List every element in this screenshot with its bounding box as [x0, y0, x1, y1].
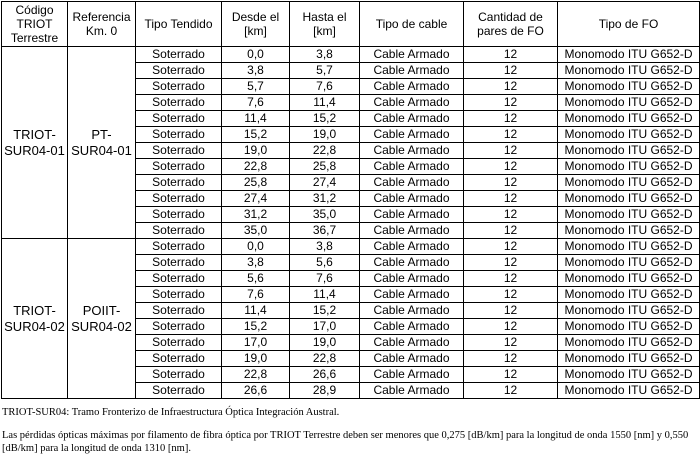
cell-tipo-tendido: Soterrado: [136, 111, 222, 127]
cell-hasta: 35,0: [290, 207, 360, 223]
cell-pares: 12: [464, 255, 558, 271]
header-desde: Desde el [km]: [222, 2, 290, 47]
cell-tipo-cable: Cable Armado: [360, 127, 464, 143]
cell-tipo-cable: Cable Armado: [360, 143, 464, 159]
cell-tipo-tendido: Soterrado: [136, 175, 222, 191]
cell-hasta: 7,6: [290, 271, 360, 287]
cell-tipo-cable: Cable Armado: [360, 319, 464, 335]
cell-pares: 12: [464, 271, 558, 287]
cell-tipo-tendido: Soterrado: [136, 303, 222, 319]
cell-tipo-tendido: Soterrado: [136, 383, 222, 399]
cell-hasta: 26,6: [290, 367, 360, 383]
cell-tipo-fo: Monomodo ITU G652-D: [558, 127, 700, 143]
cell-tipo-tendido: Soterrado: [136, 127, 222, 143]
cell-desde: 11,4: [222, 303, 290, 319]
cell-desde: 35,0: [222, 223, 290, 239]
cell-pares: 12: [464, 143, 558, 159]
cell-pares: 12: [464, 287, 558, 303]
header-hasta: Hasta el [km]: [290, 2, 360, 47]
cell-tipo-cable: Cable Armado: [360, 191, 464, 207]
cell-tipo-cable: Cable Armado: [360, 63, 464, 79]
cell-tipo-tendido: Soterrado: [136, 191, 222, 207]
cell-tipo-cable: Cable Armado: [360, 175, 464, 191]
cell-tipo-tendido: Soterrado: [136, 223, 222, 239]
table-row: [2, 47, 700, 63]
cell-tipo-tendido: Soterrado: [136, 79, 222, 95]
cell-desde: 7,6: [222, 95, 290, 111]
cell-desde: 22,8: [222, 159, 290, 175]
cell-hasta: 15,2: [290, 111, 360, 127]
cell-hasta: 28,9: [290, 383, 360, 399]
cell-tipo-cable: Cable Armado: [360, 95, 464, 111]
cell-pares: 12: [464, 303, 558, 319]
cell-tipo-fo: Monomodo ITU G652-D: [558, 303, 700, 319]
cell-pares: 12: [464, 367, 558, 383]
header-tipo-cable: Tipo de cable: [360, 2, 464, 47]
cell-tipo-fo: Monomodo ITU G652-D: [558, 143, 700, 159]
cell-pares: 12: [464, 239, 558, 255]
fiber-optic-route-table: [1, 1, 700, 399]
cell-desde: 5,6: [222, 271, 290, 287]
cell-tipo-fo: Monomodo ITU G652-D: [558, 79, 700, 95]
cell-pares: 12: [464, 79, 558, 95]
cell-tipo-fo: Monomodo ITU G652-D: [558, 159, 700, 175]
cell-hasta: 36,7: [290, 223, 360, 239]
cell-tipo-cable: Cable Armado: [360, 79, 464, 95]
cell-pares: 12: [464, 383, 558, 399]
header-pares: Cantidad de pares de FO: [464, 2, 558, 47]
cell-hasta: 3,8: [290, 47, 360, 63]
cell-tipo-tendido: Soterrado: [136, 367, 222, 383]
cell-tipo-cable: Cable Armado: [360, 111, 464, 127]
cell-desde: 11,4: [222, 111, 290, 127]
cell-desde: 3,8: [222, 63, 290, 79]
cell-hasta: 15,2: [290, 303, 360, 319]
cell-desde: 0,0: [222, 239, 290, 255]
cell-pares: 12: [464, 175, 558, 191]
cell-hasta: 27,4: [290, 175, 360, 191]
cell-desde: 19,0: [222, 143, 290, 159]
cell-tipo-tendido: Soterrado: [136, 143, 222, 159]
cell-hasta: 25,8: [290, 159, 360, 175]
cell-pares: 12: [464, 207, 558, 223]
cell-tipo-cable: Cable Armado: [360, 367, 464, 383]
cell-tipo-cable: Cable Armado: [360, 159, 464, 175]
cell-tipo-fo: Monomodo ITU G652-D: [558, 383, 700, 399]
cell-tipo-fo: Monomodo ITU G652-D: [558, 223, 700, 239]
cell-pares: 12: [464, 47, 558, 63]
footnote-text: TRIOT-SUR04: Tramo Fronterizo de Infraestructura Óptica Integración Austral.: [2, 407, 340, 418]
cell-desde: 26,6: [222, 383, 290, 399]
cell-tipo-cable: Cable Armado: [360, 255, 464, 271]
cell-hasta: 5,7: [290, 63, 360, 79]
cell-tipo-cable: Cable Armado: [360, 351, 464, 367]
cell-tipo-fo: Monomodo ITU G652-D: [558, 367, 700, 383]
cell-pares: 12: [464, 111, 558, 127]
cell-hasta: 3,8: [290, 239, 360, 255]
cell-pares: 12: [464, 319, 558, 335]
cell-tipo-tendido: Soterrado: [136, 239, 222, 255]
header-referencia: Referencia Km. 0: [68, 2, 136, 47]
cell-tipo-tendido: Soterrado: [136, 159, 222, 175]
cell-desde: 31,2: [222, 207, 290, 223]
cell-tipo-cable: Cable Armado: [360, 271, 464, 287]
cell-tipo-fo: Monomodo ITU G652-D: [558, 335, 700, 351]
cell-tipo-tendido: Soterrado: [136, 319, 222, 335]
cell-hasta: 22,8: [290, 351, 360, 367]
cell-tipo-fo: Monomodo ITU G652-D: [558, 207, 700, 223]
cell-hasta: 7,6: [290, 79, 360, 95]
cell-tipo-cable: Cable Armado: [360, 303, 464, 319]
cell-tipo-cable: Cable Armado: [360, 239, 464, 255]
cell-hasta: 11,4: [290, 287, 360, 303]
table-row: [2, 239, 700, 255]
cell-desde: 7,6: [222, 287, 290, 303]
cell-desde: 15,2: [222, 127, 290, 143]
cell-tipo-cable: Cable Armado: [360, 287, 464, 303]
notes: [2, 406, 698, 455]
cell-hasta: 31,2: [290, 191, 360, 207]
cell-tipo-cable: Cable Armado: [360, 207, 464, 223]
cell-pares: 12: [464, 191, 558, 207]
cell-hasta: 19,0: [290, 335, 360, 351]
cell-hasta: 5,6: [290, 255, 360, 271]
cell-desde: 3,8: [222, 255, 290, 271]
header-tipo-tendido: Tipo Tendido: [136, 2, 222, 47]
cell-tipo-fo: Monomodo ITU G652-D: [558, 319, 700, 335]
table-header: [2, 2, 700, 47]
cell-tipo-tendido: Soterrado: [136, 47, 222, 63]
optical-loss-note: Las pérdidas ópticas máximas por filamento de fibra óptica por TRIOT Terrestre deben ser menores que 0,275 [dB/km] para la longitud de onda 1550 [nm] y 0,550 [dB/km] para la longitud de onda 1310 [nm].: [2, 430, 689, 454]
cell-tipo-fo: Monomodo ITU G652-D: [558, 63, 700, 79]
cell-pares: 12: [464, 223, 558, 239]
cell-referencia-km0: POIIT-SUR04-02: [68, 239, 136, 399]
cell-hasta: 19,0: [290, 127, 360, 143]
cell-tipo-fo: Monomodo ITU G652-D: [558, 47, 700, 63]
cell-tipo-tendido: Soterrado: [136, 207, 222, 223]
cell-hasta: 11,4: [290, 95, 360, 111]
cell-tipo-tendido: Soterrado: [136, 271, 222, 287]
cell-pares: 12: [464, 159, 558, 175]
cell-desde: 0,0: [222, 47, 290, 63]
cell-tipo-fo: Monomodo ITU G652-D: [558, 351, 700, 367]
cell-desde: 19,0: [222, 351, 290, 367]
cell-desde: 22,8: [222, 367, 290, 383]
cell-desde: 27,4: [222, 191, 290, 207]
table-body: [2, 47, 700, 399]
header-row: [2, 2, 700, 47]
cell-desde: 17,0: [222, 335, 290, 351]
cell-desde: 15,2: [222, 319, 290, 335]
cell-tipo-cable: Cable Armado: [360, 335, 464, 351]
header-tipo-fo: Tipo de FO: [558, 2, 700, 47]
cell-desde: 5,7: [222, 79, 290, 95]
cell-tipo-fo: Monomodo ITU G652-D: [558, 271, 700, 287]
header-codigo: Código TRIOT Terrestre: [2, 2, 68, 47]
cell-pares: 12: [464, 95, 558, 111]
cell-pares: 12: [464, 351, 558, 367]
cell-tipo-tendido: Soterrado: [136, 95, 222, 111]
cell-codigo-triot: TRIOT-SUR04-02: [2, 239, 68, 399]
cell-tipo-fo: Monomodo ITU G652-D: [558, 239, 700, 255]
cell-tipo-cable: Cable Armado: [360, 383, 464, 399]
cell-pares: 12: [464, 335, 558, 351]
cell-tipo-tendido: Soterrado: [136, 351, 222, 367]
cell-tipo-cable: Cable Armado: [360, 223, 464, 239]
table-wrapper: [1, 1, 699, 399]
cell-tipo-fo: Monomodo ITU G652-D: [558, 255, 700, 271]
cell-tipo-fo: Monomodo ITU G652-D: [558, 287, 700, 303]
cell-hasta: 22,8: [290, 143, 360, 159]
cell-tipo-cable: Cable Armado: [360, 47, 464, 63]
cell-tipo-fo: Monomodo ITU G652-D: [558, 111, 700, 127]
cell-tipo-fo: Monomodo ITU G652-D: [558, 191, 700, 207]
cell-referencia-km0: PT-SUR04-01: [68, 47, 136, 239]
cell-tipo-tendido: Soterrado: [136, 287, 222, 303]
cell-pares: 12: [464, 63, 558, 79]
cell-codigo-triot: TRIOT-SUR04-01: [2, 47, 68, 239]
cell-tipo-tendido: Soterrado: [136, 63, 222, 79]
cell-tipo-fo: Monomodo ITU G652-D: [558, 95, 700, 111]
cell-pares: 12: [464, 127, 558, 143]
cell-hasta: 17,0: [290, 319, 360, 335]
cell-desde: 25,8: [222, 175, 290, 191]
cell-tipo-fo: Monomodo ITU G652-D: [558, 175, 700, 191]
cell-tipo-tendido: Soterrado: [136, 255, 222, 271]
cell-tipo-tendido: Soterrado: [136, 335, 222, 351]
